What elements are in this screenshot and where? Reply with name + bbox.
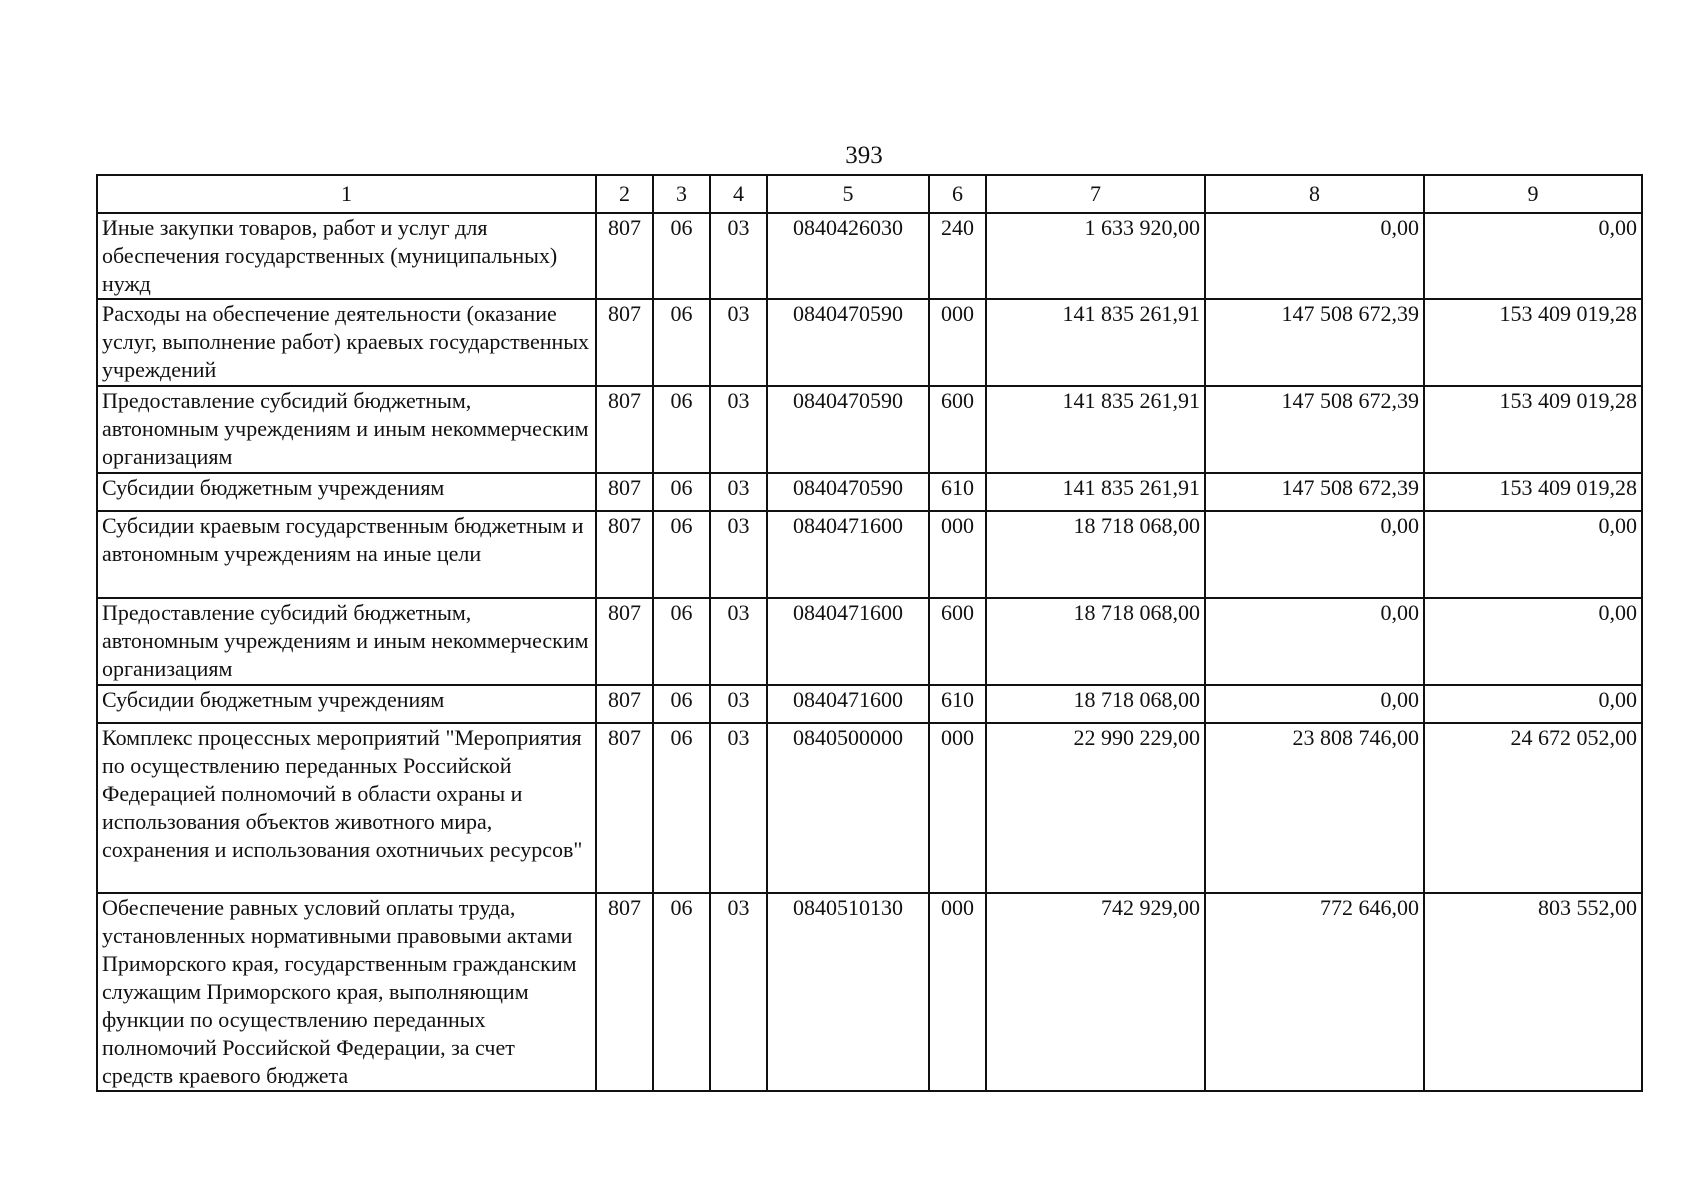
row-name: Обеспечение равных условий оплаты труда, установленных нормативными правовыми актами Приморского края, государственным гражданским служащим Приморского края, выполняющим функции по осуществлению переданных полномочий Российской Федерации, за счет средств краевого бюджета [97, 893, 596, 1091]
col-5: 0840471600 [767, 511, 929, 598]
col-7: 18 718 068,00 [986, 685, 1205, 723]
col-5: 0840510130 [767, 893, 929, 1091]
table-row [97, 685, 1642, 723]
col-6: 610 [929, 685, 986, 723]
col-6: 000 [929, 893, 986, 1091]
row-name: Предоставление субсидий бюджетным, автономным учреждениям и иным некоммерческим организациям [97, 598, 596, 685]
header-cell: 1 [97, 175, 596, 213]
row-name: Расходы на обеспечение деятельности (оказание услуг, выполнение работ) краевых государственных учреждений [97, 299, 596, 386]
col-3: 06 [653, 473, 710, 511]
row-name: Иные закупки товаров, работ и услуг для обеспечения государственных (муниципальных) нужд [97, 213, 596, 299]
header-cell: 5 [767, 175, 929, 213]
col-4: 03 [710, 685, 767, 723]
col-9: 0,00 [1424, 213, 1642, 299]
col-7: 22 990 229,00 [986, 723, 1205, 893]
col-9: 0,00 [1424, 685, 1642, 723]
budget-table [96, 174, 1643, 1092]
col-6: 000 [929, 511, 986, 598]
col-8: 23 808 746,00 [1205, 723, 1424, 893]
col-2: 807 [596, 598, 653, 685]
col-3: 06 [653, 511, 710, 598]
col-5: 0840470590 [767, 473, 929, 511]
table-row [97, 299, 1642, 386]
header-cell: 7 [986, 175, 1205, 213]
col-9: 153 409 019,28 [1424, 299, 1642, 386]
col-2: 807 [596, 685, 653, 723]
table-row [97, 893, 1642, 1091]
table-row [97, 511, 1642, 598]
header-cell: 8 [1205, 175, 1424, 213]
col-9: 803 552,00 [1424, 893, 1642, 1091]
col-6: 600 [929, 386, 986, 473]
col-3: 06 [653, 723, 710, 893]
col-8: 0,00 [1205, 213, 1424, 299]
table-row [97, 386, 1642, 473]
col-8: 772 646,00 [1205, 893, 1424, 1091]
col-9: 24 672 052,00 [1424, 723, 1642, 893]
col-2: 807 [596, 723, 653, 893]
col-9: 153 409 019,28 [1424, 473, 1642, 511]
row-name: Субсидии краевым государственным бюджетным и автономным учреждениям на иные цели [97, 511, 596, 598]
col-7: 18 718 068,00 [986, 511, 1205, 598]
col-4: 03 [710, 893, 767, 1091]
header-cell: 9 [1424, 175, 1642, 213]
page-number: 393 [845, 142, 883, 169]
col-4: 03 [710, 473, 767, 511]
col-7: 141 835 261,91 [986, 299, 1205, 386]
col-5: 0840470590 [767, 299, 929, 386]
col-3: 06 [653, 386, 710, 473]
col-5: 0840471600 [767, 685, 929, 723]
col-3: 06 [653, 685, 710, 723]
col-6: 240 [929, 213, 986, 299]
header-cell: 2 [596, 175, 653, 213]
col-9: 153 409 019,28 [1424, 386, 1642, 473]
col-4: 03 [710, 299, 767, 386]
col-3: 06 [653, 893, 710, 1091]
col-7: 141 835 261,91 [986, 473, 1205, 511]
col-7: 18 718 068,00 [986, 598, 1205, 685]
row-name: Предоставление субсидий бюджетным, автономным учреждениям и иным некоммерческим организациям [97, 386, 596, 473]
col-8: 147 508 672,39 [1205, 473, 1424, 511]
col-8: 147 508 672,39 [1205, 299, 1424, 386]
table-row [97, 723, 1642, 893]
table-row [97, 598, 1642, 685]
col-8: 0,00 [1205, 598, 1424, 685]
col-5: 0840500000 [767, 723, 929, 893]
col-3: 06 [653, 213, 710, 299]
col-2: 807 [596, 893, 653, 1091]
col-6: 000 [929, 723, 986, 893]
col-6: 600 [929, 598, 986, 685]
col-6: 000 [929, 299, 986, 386]
col-2: 807 [596, 386, 653, 473]
col-7: 1 633 920,00 [986, 213, 1205, 299]
col-9: 0,00 [1424, 511, 1642, 598]
row-name: Субсидии бюджетным учреждениям [97, 685, 596, 723]
header-cell: 3 [653, 175, 710, 213]
header-cell: 6 [929, 175, 986, 213]
col-9: 0,00 [1424, 598, 1642, 685]
col-4: 03 [710, 511, 767, 598]
col-2: 807 [596, 213, 653, 299]
col-8: 147 508 672,39 [1205, 386, 1424, 473]
col-5: 0840470590 [767, 386, 929, 473]
col-4: 03 [710, 386, 767, 473]
table-row [97, 473, 1642, 511]
col-7: 742 929,00 [986, 893, 1205, 1091]
col-4: 03 [710, 723, 767, 893]
col-2: 807 [596, 473, 653, 511]
col-3: 06 [653, 299, 710, 386]
table-row [97, 213, 1642, 299]
col-5: 0840426030 [767, 213, 929, 299]
header-row [97, 175, 1642, 213]
col-4: 03 [710, 598, 767, 685]
col-2: 807 [596, 299, 653, 386]
col-3: 06 [653, 598, 710, 685]
col-8: 0,00 [1205, 685, 1424, 723]
col-7: 141 835 261,91 [986, 386, 1205, 473]
col-8: 0,00 [1205, 511, 1424, 598]
col-5: 0840471600 [767, 598, 929, 685]
col-6: 610 [929, 473, 986, 511]
col-2: 807 [596, 511, 653, 598]
row-name: Комплекс процессных мероприятий "Мероприятия по осуществлению переданных Российской Федерацией полномочий в области охраны и использования объектов животного мира, сохранения и использования охотничьих ресурсов" [97, 723, 596, 893]
col-4: 03 [710, 213, 767, 299]
row-name: Субсидии бюджетным учреждениям [97, 473, 596, 511]
header-cell: 4 [710, 175, 767, 213]
